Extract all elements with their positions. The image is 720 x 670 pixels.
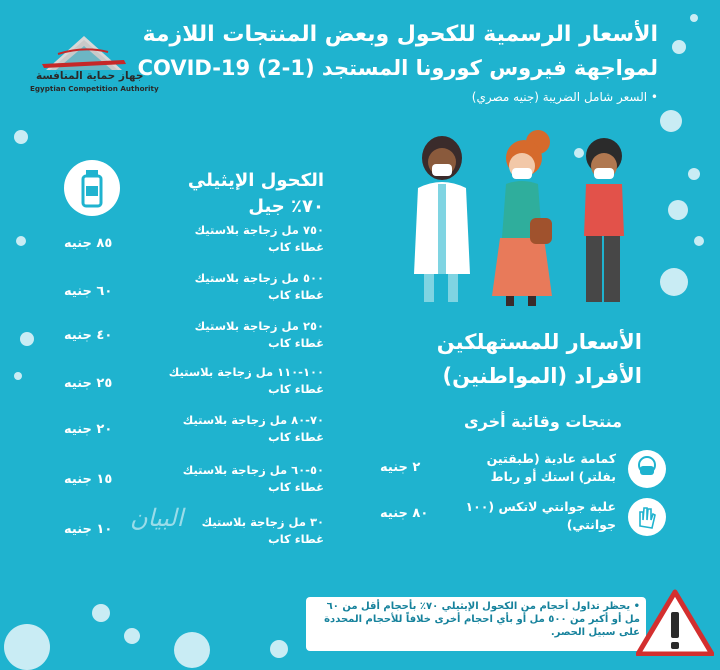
people-illustration [410, 128, 635, 313]
decor-bubble [688, 168, 700, 180]
decor-bubble [672, 40, 686, 54]
decor-bubble [660, 110, 682, 132]
cap-label: غطاء كاب [268, 532, 324, 546]
price-value: ٢ جنيه [380, 460, 421, 475]
decor-bubble [270, 640, 288, 658]
page-title-line2: لمواجهة فيروس كورونا المستجد COVID-19 (2-1) [137, 56, 658, 80]
size-label: ١٠٠-١١٠ مل زجاجة بلاستيك [168, 365, 324, 379]
item-desc [456, 450, 616, 486]
decor-bubble [14, 130, 28, 144]
decor-bubble [92, 604, 110, 622]
decor-bubble [20, 332, 34, 346]
price-value: ٦٠ جنيه [64, 284, 113, 299]
cap-label: غطاء كاب [268, 240, 324, 254]
product-concentration: ٧٠٪ جيل [248, 196, 324, 217]
item-label: علبة جوانتي لاتكس (١٠٠ [465, 499, 616, 514]
size-label: ٥٠٠ مل زجاجة بلاستيك [194, 271, 324, 285]
size-label: ٧٥٠ مل زجاجة بلاستيك [194, 223, 324, 237]
decor-bubble [124, 628, 140, 644]
price-value: ٨٠ جنيه [380, 506, 429, 521]
size-row-desc [124, 270, 324, 304]
item-label: جوانتي) [566, 517, 616, 532]
decor-bubble [16, 236, 26, 246]
decor-bubble [690, 14, 698, 22]
decor-bubble [14, 372, 22, 380]
face-mask-icon [628, 450, 666, 488]
cap-label: غطاء كاب [268, 480, 324, 494]
gloves-icon [628, 498, 666, 536]
other-products-title: منتجات وقائية أخرى [463, 412, 622, 431]
bottle-icon-circle [64, 160, 120, 216]
page-title-line1: الأسعار الرسمية للكحول وبعض المنتجات اللازمة [142, 22, 658, 47]
size-row-desc [124, 318, 324, 352]
logo-arabic-text: جهاز حماية المنافسة [36, 70, 144, 82]
item-desc [456, 498, 616, 534]
cap-label: غطاء كاب [268, 288, 324, 302]
decor-bubble [694, 236, 704, 246]
consumers-heading-line2: الأفراد (المواطنين) [442, 364, 642, 388]
size-row-desc [124, 462, 324, 496]
product-title: الكحول الإيثيلي [187, 170, 324, 191]
price-value: ٨٥ جنيه [64, 236, 113, 251]
decor-bubble [660, 268, 688, 296]
cap-label: غطاء كاب [268, 430, 324, 444]
decor-bubble [174, 632, 210, 668]
price-value: ١٠ جنيه [64, 522, 113, 537]
tax-note: • السعر شامل الضريبة (جنيه مصري) [471, 90, 658, 104]
size-row-desc [124, 364, 324, 398]
size-label: ٧٠-٨٠ مل زجاجة بلاستيك [182, 413, 324, 427]
logo-english-text: Egyptian Competition Authority [30, 84, 159, 93]
note-text: • يحظر تداول أحجام من الكحول الإيثيلي ٧٠٪ بأحجام أقل من ٦٠ مل أو أكبر من ٥٠٠ مل أو بأي احجام أخرى خلافاً للأحجام المحددة على سبيل الحصر. [324, 601, 640, 638]
item-label: كمامة عادية (طبقتين [486, 451, 616, 466]
price-value: ٤٠ جنيه [64, 328, 113, 343]
price-value: ٢٠ جنيه [64, 422, 113, 437]
size-label: ٢٥٠ مل زجاجة بلاستيك [194, 319, 324, 333]
item-label: بفلتر) استك أو رباط [490, 469, 616, 484]
decor-bubble [668, 200, 688, 220]
price-value: ١٥ جنيه [64, 472, 113, 487]
size-row-desc [124, 222, 324, 256]
price-value: ٢٥ جنيه [64, 376, 113, 391]
warning-icon [636, 588, 714, 656]
size-label: ٥٠-٦٠ مل زجاجة بلاستيك [182, 463, 324, 477]
size-row-desc [124, 412, 324, 446]
cap-label: غطاء كاب [268, 382, 324, 396]
size-label: ٣٠ مل زجاجة بلاستيك [201, 515, 324, 529]
decor-bubble [4, 624, 50, 670]
consumers-heading-line1: الأسعار للمستهلكين [436, 330, 642, 354]
watermark-logo: البيان [130, 504, 184, 532]
bottle-icon [64, 160, 120, 216]
cap-label: غطاء كاب [268, 336, 324, 350]
